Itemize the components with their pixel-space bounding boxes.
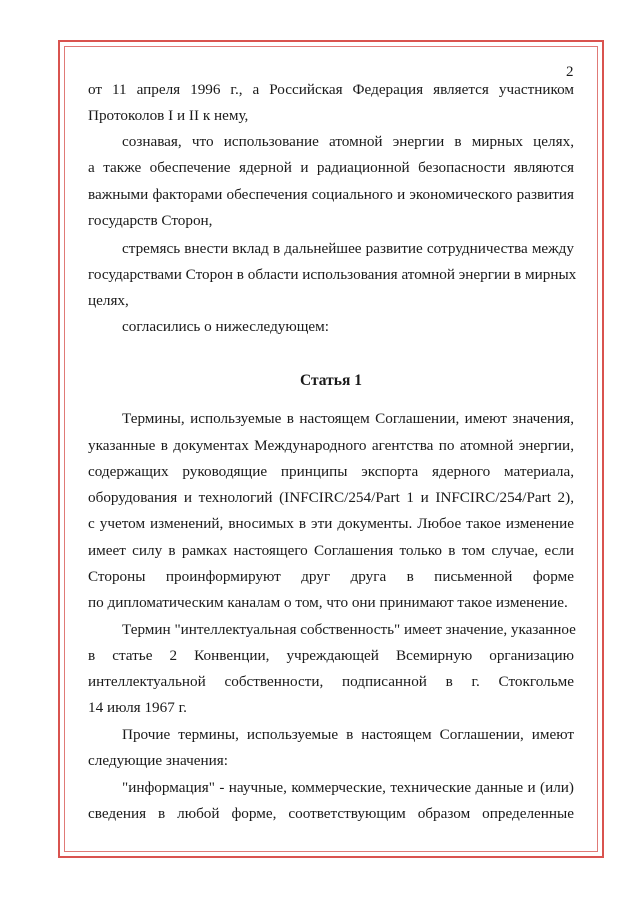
page-number: 2 <box>566 64 574 80</box>
text-line: следующие значения: <box>88 752 228 769</box>
text-line: "информация" - научные, коммерческие, технические данные и (или) <box>122 779 574 796</box>
text-line: оборудования и технологий (INFCIRC/254/Part 1 и INFCIRC/254/Part 2), <box>88 489 574 506</box>
text-line: сведения в любой форме, соответствующим образом определенные <box>88 805 574 822</box>
article-title: Статья 1 <box>300 372 362 389</box>
text-line: согласились о нижеследующем: <box>122 318 330 335</box>
text-line: 14 июля 1967 г. <box>88 699 187 716</box>
text-line: Термин "интеллектуальная собственность" имеет значение, указанное <box>122 621 576 638</box>
text-line: стремясь внести вклад в дальнейшее развитие сотрудничества между <box>122 240 574 257</box>
text-line: государств Сторон, <box>88 212 213 229</box>
text-line: Протоколов I и II к нему, <box>88 107 249 124</box>
text-line: целях, <box>88 292 129 309</box>
text-line: указанные в документах Международного агентства по атомной энергии, <box>88 437 574 454</box>
text-line: по дипломатическим каналам о том, что они принимают такое изменение. <box>88 594 568 611</box>
text-line: а также обеспечение ядерной и радиационной безопасности являются <box>88 159 574 176</box>
text-line: в статье 2 Конвенции, учреждающей Всемирную организацию <box>88 647 574 664</box>
text-line: Термины, используемые в настоящем Соглашении, имеют значения, <box>122 410 574 427</box>
text-line: с учетом изменений, вносимых в эти документы. Любое такое изменение <box>88 515 574 532</box>
text-line: имеет силу в рамках настоящего Соглашения только в том случае, если <box>88 542 574 559</box>
text-line: государствами Сторон в области использования атомной энергии в мирных <box>88 266 577 283</box>
text-line: интеллектуальной собственности, подписанной в г. Стокгольме <box>88 673 574 690</box>
text-line: Прочие термины, используемые в настоящем Соглашении, имеют <box>122 726 574 743</box>
text-line: важными факторами обеспечения социального и экономического развития <box>88 186 574 203</box>
text-line: сознавая, что использование атомной энергии в мирных целях, <box>122 133 574 150</box>
text-line: Стороны проинформируют друг друга в письменной форме <box>88 568 574 585</box>
text-line: от 11 апреля 1996 г., а Российская Федерация является участником <box>88 81 574 98</box>
text-line: содержащих руководящие принципы экспорта ядерного материала, <box>88 463 574 480</box>
